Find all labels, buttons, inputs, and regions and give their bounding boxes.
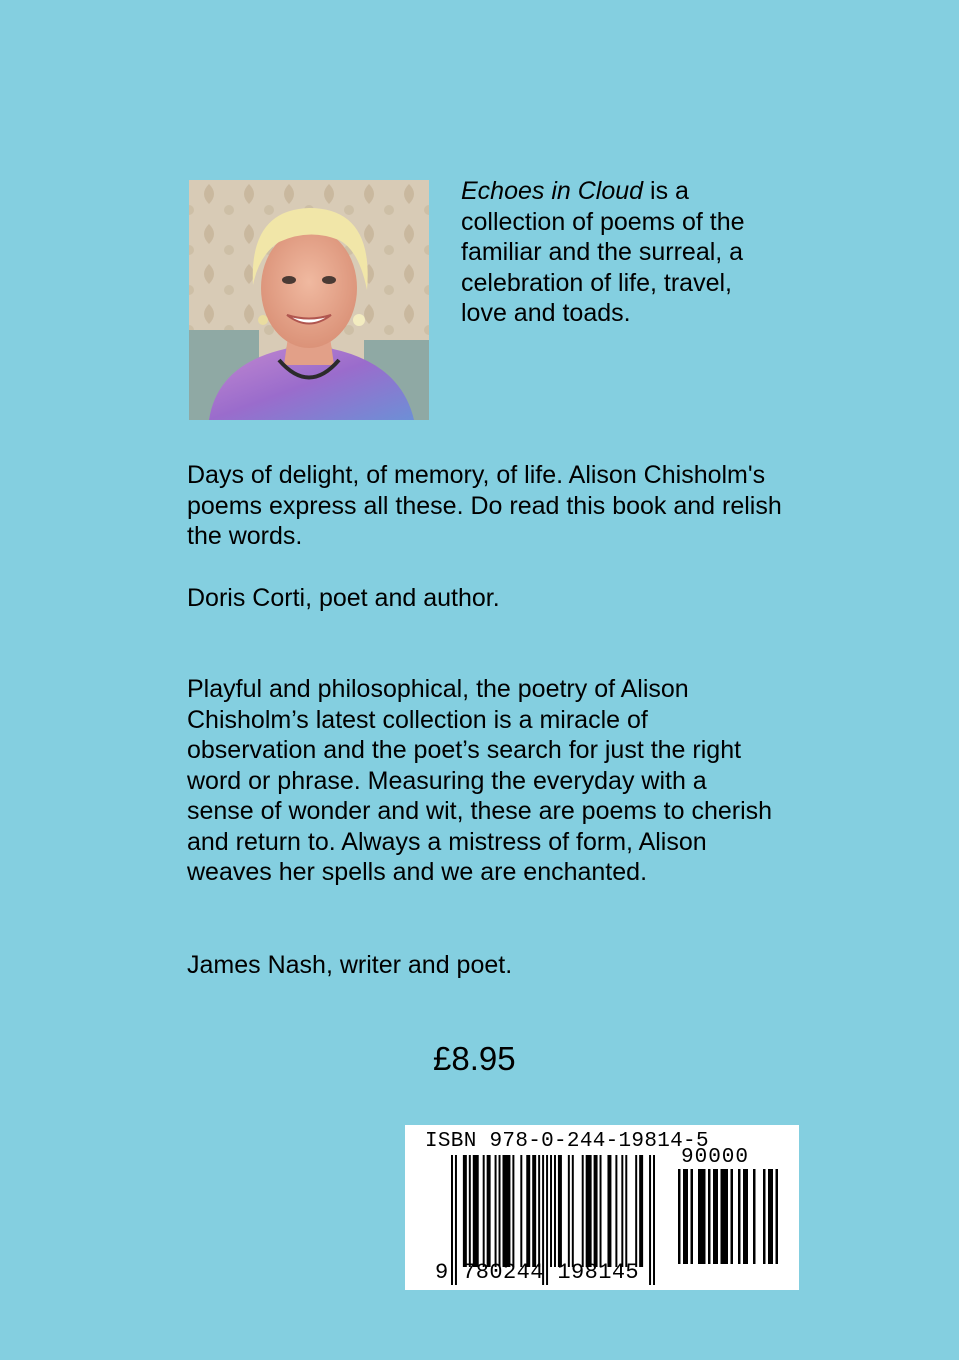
- barcode-bar: [738, 1169, 741, 1264]
- barcode-bar: [625, 1155, 627, 1267]
- barcode-bar: [635, 1155, 637, 1267]
- barcode-bar: [487, 1155, 491, 1267]
- barcode-bar: [572, 1155, 574, 1267]
- barcode-bar: [776, 1169, 779, 1264]
- barcode-bar: [469, 1155, 471, 1267]
- isbn-label: ISBN 978-0-244-19814-5: [425, 1130, 709, 1153]
- barcode-bar: [499, 1155, 501, 1267]
- barcode-bar: [594, 1155, 598, 1267]
- barcode-bar: [691, 1169, 694, 1264]
- barcode-bar: [532, 1155, 536, 1267]
- barcode-bar: [558, 1155, 562, 1267]
- barcode-bar: [708, 1169, 711, 1264]
- barcode-bar: [538, 1155, 540, 1267]
- review-quote-1: Days of delight, of memory, of life. Alison Chisholm's poems express all these. Do read this book and relish the words.: [187, 461, 782, 550]
- barcode-bar: [621, 1155, 623, 1267]
- barcode-bar: [495, 1155, 497, 1267]
- barcode-bar: [520, 1155, 522, 1267]
- barcode-bar: [683, 1169, 688, 1264]
- price-addon-code: 90000: [681, 1146, 750, 1169]
- barcode-bar: [502, 1155, 510, 1267]
- book-blurb: [461, 176, 771, 329]
- barcode-bar: [615, 1155, 617, 1267]
- barcode-bar: [526, 1155, 530, 1267]
- barcode-bar: [550, 1155, 552, 1267]
- review-attribution-2: James Nash, writer and poet.: [187, 951, 513, 979]
- barcode-bar: [653, 1155, 655, 1285]
- barcode-bar: [600, 1155, 602, 1267]
- barcode-bar: [473, 1155, 479, 1267]
- barcode-bar: [639, 1155, 643, 1267]
- barcode-bar: [568, 1155, 570, 1267]
- barcode-bar: [586, 1155, 592, 1267]
- barcode-bar: [582, 1155, 584, 1267]
- ean-digits: 9 780244 198145: [435, 1260, 640, 1285]
- book-title: Echoes in Cloud: [461, 177, 644, 205]
- barcode-bar: [753, 1169, 756, 1264]
- barcode-bar: [721, 1169, 729, 1264]
- barcode-bar: [554, 1155, 556, 1267]
- barcode-bar: [512, 1155, 514, 1267]
- barcode-bar: [763, 1169, 766, 1264]
- barcode-bars-addon: [678, 1169, 778, 1264]
- review-quote-2: Playful and philosophical, the poetry of Alison Chisholm’s latest collection is a miracle of observation and the poet’s search for just the right word or phrase. Measuring the everyday with a sense of wonder and wit, these are poems to cherish and return to. Always a mistress of form, Alison weaves her spells and we are enchanted.: [187, 675, 773, 886]
- barcode-bar: [678, 1169, 681, 1264]
- barcode-bar: [483, 1155, 485, 1267]
- isbn-barcode: [405, 1125, 799, 1290]
- price: £8.95: [433, 1040, 516, 1077]
- barcode-bar: [698, 1169, 706, 1264]
- barcode-bar: [463, 1155, 467, 1267]
- barcode-bar: [731, 1169, 734, 1264]
- barcode-bar: [743, 1169, 748, 1264]
- barcode-bar: [649, 1155, 651, 1285]
- barcode-bar: [768, 1169, 773, 1264]
- blurb-text: is a collection of poems of the familiar and the surreal, a celebration of life, travel, love and toads.: [461, 177, 745, 327]
- author-photo: [189, 180, 429, 420]
- barcode-bar: [713, 1169, 718, 1264]
- barcode-bar: [607, 1155, 611, 1267]
- review-attribution-1: Doris Corti, poet and author.: [187, 584, 500, 612]
